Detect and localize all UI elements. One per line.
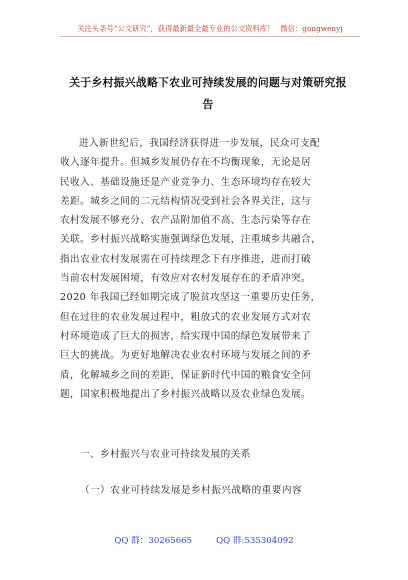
page-footer	[0, 535, 408, 547]
body-line: 进入新世纪后，我国经济获得进一步发展，民众可支配	[79, 138, 321, 149]
section-heading: 一、乡村振兴与农业可持续发展的关系	[80, 449, 251, 460]
body-line: 盾，化解城乡之间的差距，保证新时代中国的粮食安全问	[60, 369, 312, 381]
body-line: 题，国家积极地提出了乡村振兴战略以及农业绿色发展。	[60, 388, 312, 400]
body-line: 2020 年我国已经如期完成了脱贫攻坚这一重要历史任务，	[60, 292, 321, 304]
body-paragraph	[60, 134, 352, 404]
body-line: 农村发展不够充分、农产品附加值不高、生态污染等存在	[60, 215, 312, 227]
body-line: 收入逐年提升。但城乡发展仍存在不均衡现象，无论是居	[60, 157, 312, 169]
body-line: 巨大的挑战。为更好地解决农业农村环境与发展之间的矛	[60, 350, 312, 362]
subsection-heading: （一）农业可持续发展是乡村振兴战略的重要内容	[80, 485, 303, 496]
footer-qq-group-1: QQ 群：30265665	[114, 536, 193, 546]
document-title	[62, 72, 354, 116]
page-header	[60, 24, 360, 34]
body-line: 民收入、基础设施还是产业竞争力、生态环境均存在较大	[60, 176, 312, 188]
header-slogan: 关注头条号“公文研究”，获得最新最全最专业的公文资料库！	[77, 24, 275, 33]
body-line: 差距。城乡之间的二元结构情况受到社会各界关注，这与	[60, 195, 312, 207]
body-line: 当前农村发展困境，有效应对农村发展存在的矛盾冲突。	[60, 273, 312, 285]
body-line: 但在过往的农业发展过程中，粗放式的农业发展方式对农	[60, 311, 312, 323]
body-line: 关联。乡村振兴战略实施强调绿色发展，注重城乡共融合，	[60, 234, 322, 246]
title-line-1: 关于乡村振兴战略下农业可持续发展的问题与对策研究报	[69, 76, 347, 89]
body-line: 村环境造成了巨大的损害，给实现中国的绿色发展带来了	[60, 330, 312, 342]
footer-qq-group-2: QQ 群:535304092	[216, 536, 294, 546]
header-divider	[60, 36, 360, 37]
header-wechat: 微信：gongwenyj	[280, 24, 343, 33]
title-line-2: 告	[202, 98, 214, 111]
body-line: 指出农业农村发展需在可持续理念下有序推进，进而打破	[60, 253, 312, 265]
